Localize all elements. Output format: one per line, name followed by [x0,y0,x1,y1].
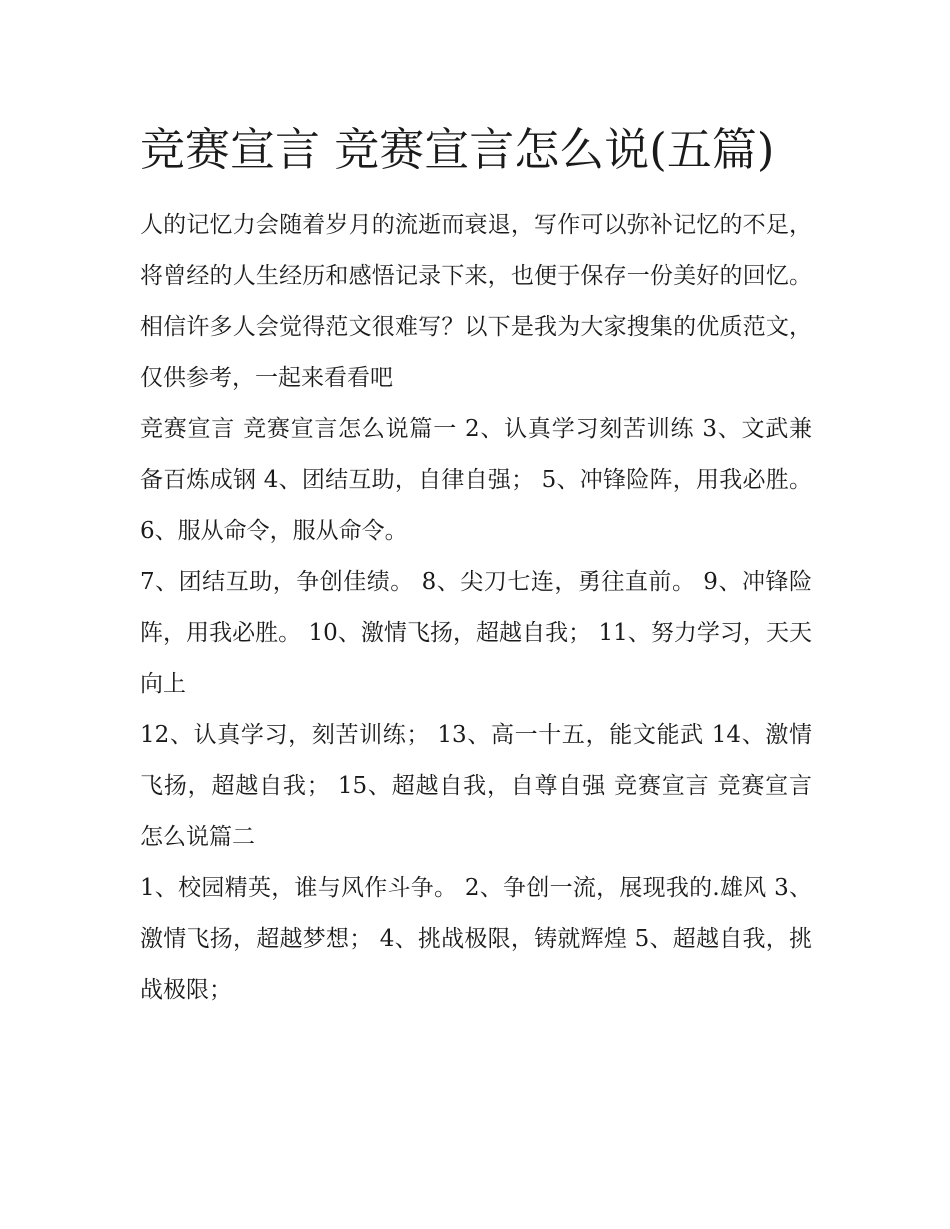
paragraph-slogans-12-15: 12、认真学习，刻苦训练； 13、高一十五，能文能武 14、激情飞扬，超越自我； 15、超越自我，自尊自强 竞赛宣言 竞赛宣言怎么说篇二 [140,722,812,850]
paragraph-part-two: 1、校园精英，谁与风作斗争。 2、争创一流，展现我的.雄风 3、激情飞扬，超越梦想； 4、挑战极限，铸就辉煌 5、超越自我，挑战极限； [140,875,812,1003]
document-body [140,200,812,1016]
paragraph-slogans-7-11: 7、团结互助，争创佳绩。 8、尖刀七连，勇往直前。 9、冲锋险阵，用我必胜。 10、激情飞扬，超越自我； 11、努力学习，天天向上 [140,569,812,697]
document-title: 竞赛宣言 竞赛宣言怎么说(五篇) [140,123,775,176]
paragraph-part-one: 竞赛宣言 竞赛宣言怎么说篇一 2、认真学习刻苦训练 3、文武兼备百炼成钢 4、团结互助，自律自强； 5、冲锋险阵，用我必胜。 6、服从命令，服从命令。 [140,416,812,544]
paragraph-intro: 人的记忆力会随着岁月的流逝而衰退，写作可以弥补记忆的不足，将曾经的人生经历和感悟记录下来，也便于保存一份美好的回忆。相信许多人会觉得范文很难写？以下是我为大家搜集的优质范文，仅供参考，一起来看看吧 [140,212,812,391]
document-page [140,112,812,1016]
